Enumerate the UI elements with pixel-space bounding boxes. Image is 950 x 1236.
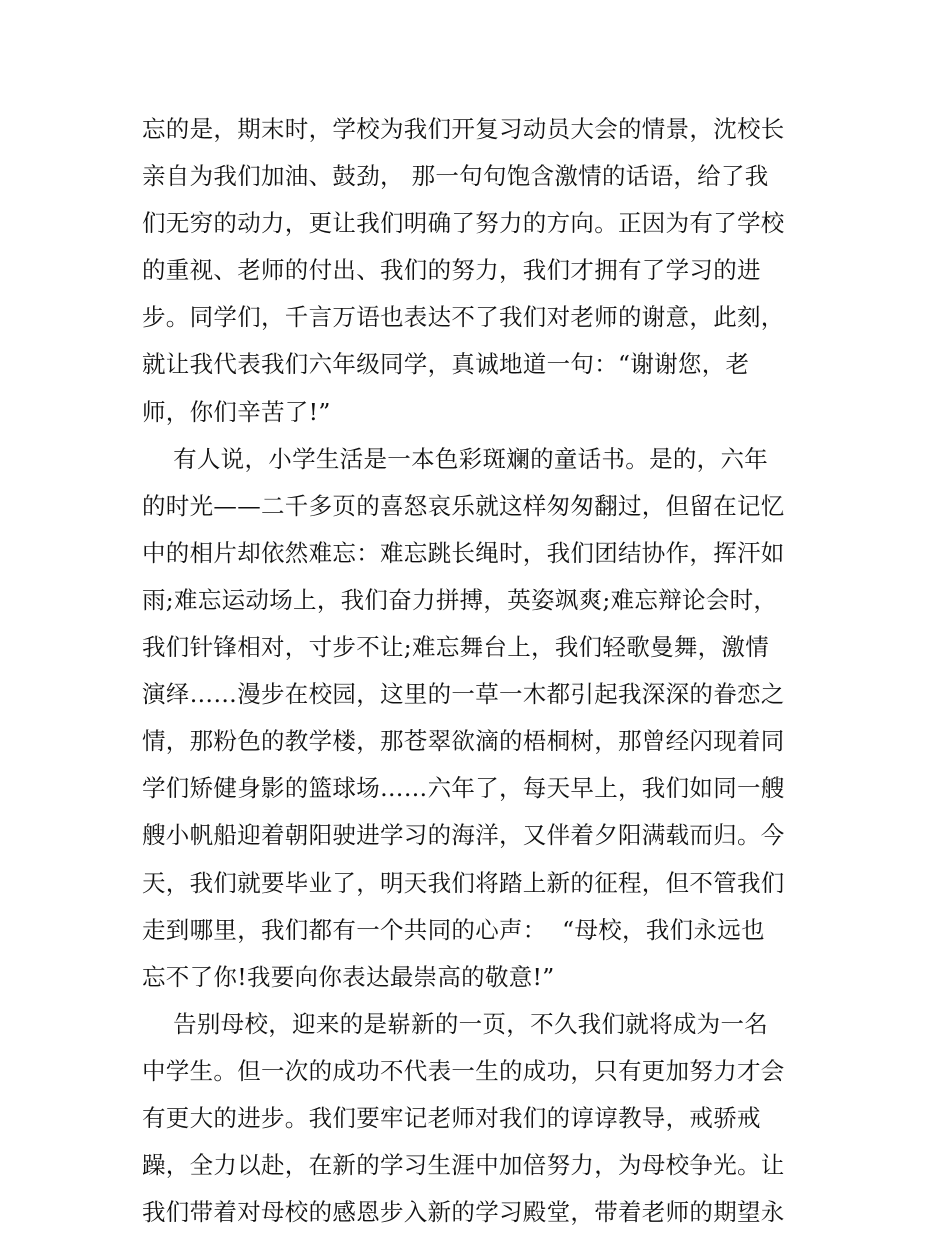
text-line: 我们针锋相对，寸步不让;难忘舞台上，我们轻歌曼舞，激情 xyxy=(142,633,770,662)
text-line: 们无穷的动力，更让我们明确了努力的方向。正因为有了学校 xyxy=(142,209,785,238)
text-line: 师，你们辛苦了!” xyxy=(142,397,331,426)
text-line: 天，我们就要毕业了，明天我们将踏上新的征程，但不管我们 xyxy=(142,868,785,897)
text-line: 就让我代表我们六年级同学，真诚地道一句：“谢谢您，老 xyxy=(142,350,750,379)
text-line: 我们带着对母校的感恩步入新的学习殿堂，带着老师的期望永 xyxy=(142,1198,785,1227)
text-line: 忘的是，期末时，学校为我们开复习动员大会的情景，沈校长 xyxy=(142,115,785,143)
body-text xyxy=(142,106,822,1236)
text-line: 有更大的进步。我们要牢记老师对我们的谆谆教导，戒骄戒 xyxy=(142,1103,761,1132)
text-line: 告别母校，迎来的是崭新的一页，不久我们就将成为一名 xyxy=(142,1009,769,1038)
text-line: 情，那粉色的教学楼，那苍翠欲滴的梧桐树，那曾经闪现着同 xyxy=(142,727,785,756)
text-line: 的时光——二千多页的喜怒哀乐就这样匆匆翻过，但留在记忆 xyxy=(142,491,785,520)
text-line: 的重视、老师的付出、我们的努力，我们才拥有了学习的进 xyxy=(142,256,761,285)
text-line: 艘小帆船迎着朝阳驶进学习的海洋，又伴着夕阳满载而归。今 xyxy=(142,821,785,850)
text-line: 中的相片却依然难忘：难忘跳长绳时，我们团结协作，挥汗如 xyxy=(142,538,785,567)
text-line: 忘不了你!我要向你表达最崇高的敬意!” xyxy=(142,962,555,991)
text-line: 走到哪里，我们都有一个共同的心声： “母校，我们永远也 xyxy=(142,915,765,944)
text-line: 躁，全力以赴，在新的学习生涯中加倍努力，为母校争光。让 xyxy=(142,1151,785,1180)
text-line: 演绎……漫步在校园，这里的一草一木都引起我深深的眷恋之 xyxy=(142,680,785,709)
text-line: 步。同学们，千言万语也表达不了我们对老师的谢意，此刻， xyxy=(142,303,785,332)
text-line: 有人说，小学生活是一本色彩斑斓的童话书。是的，六年 xyxy=(142,444,769,473)
text-line: 亲自为我们加油、鼓劲， 那一句句饱含激情的话语，给了我 xyxy=(142,162,769,191)
text-line: 雨;难忘运动场上，我们奋力拼搏，英姿飒爽;难忘辩论会时， xyxy=(142,585,778,614)
text-line: 学们矫健身影的篮球场……六年了，每天早上，我们如同一艘 xyxy=(142,774,785,803)
text-line: 中学生。但一次的成功不代表一生的成功，只有更加努力才会 xyxy=(142,1056,785,1085)
